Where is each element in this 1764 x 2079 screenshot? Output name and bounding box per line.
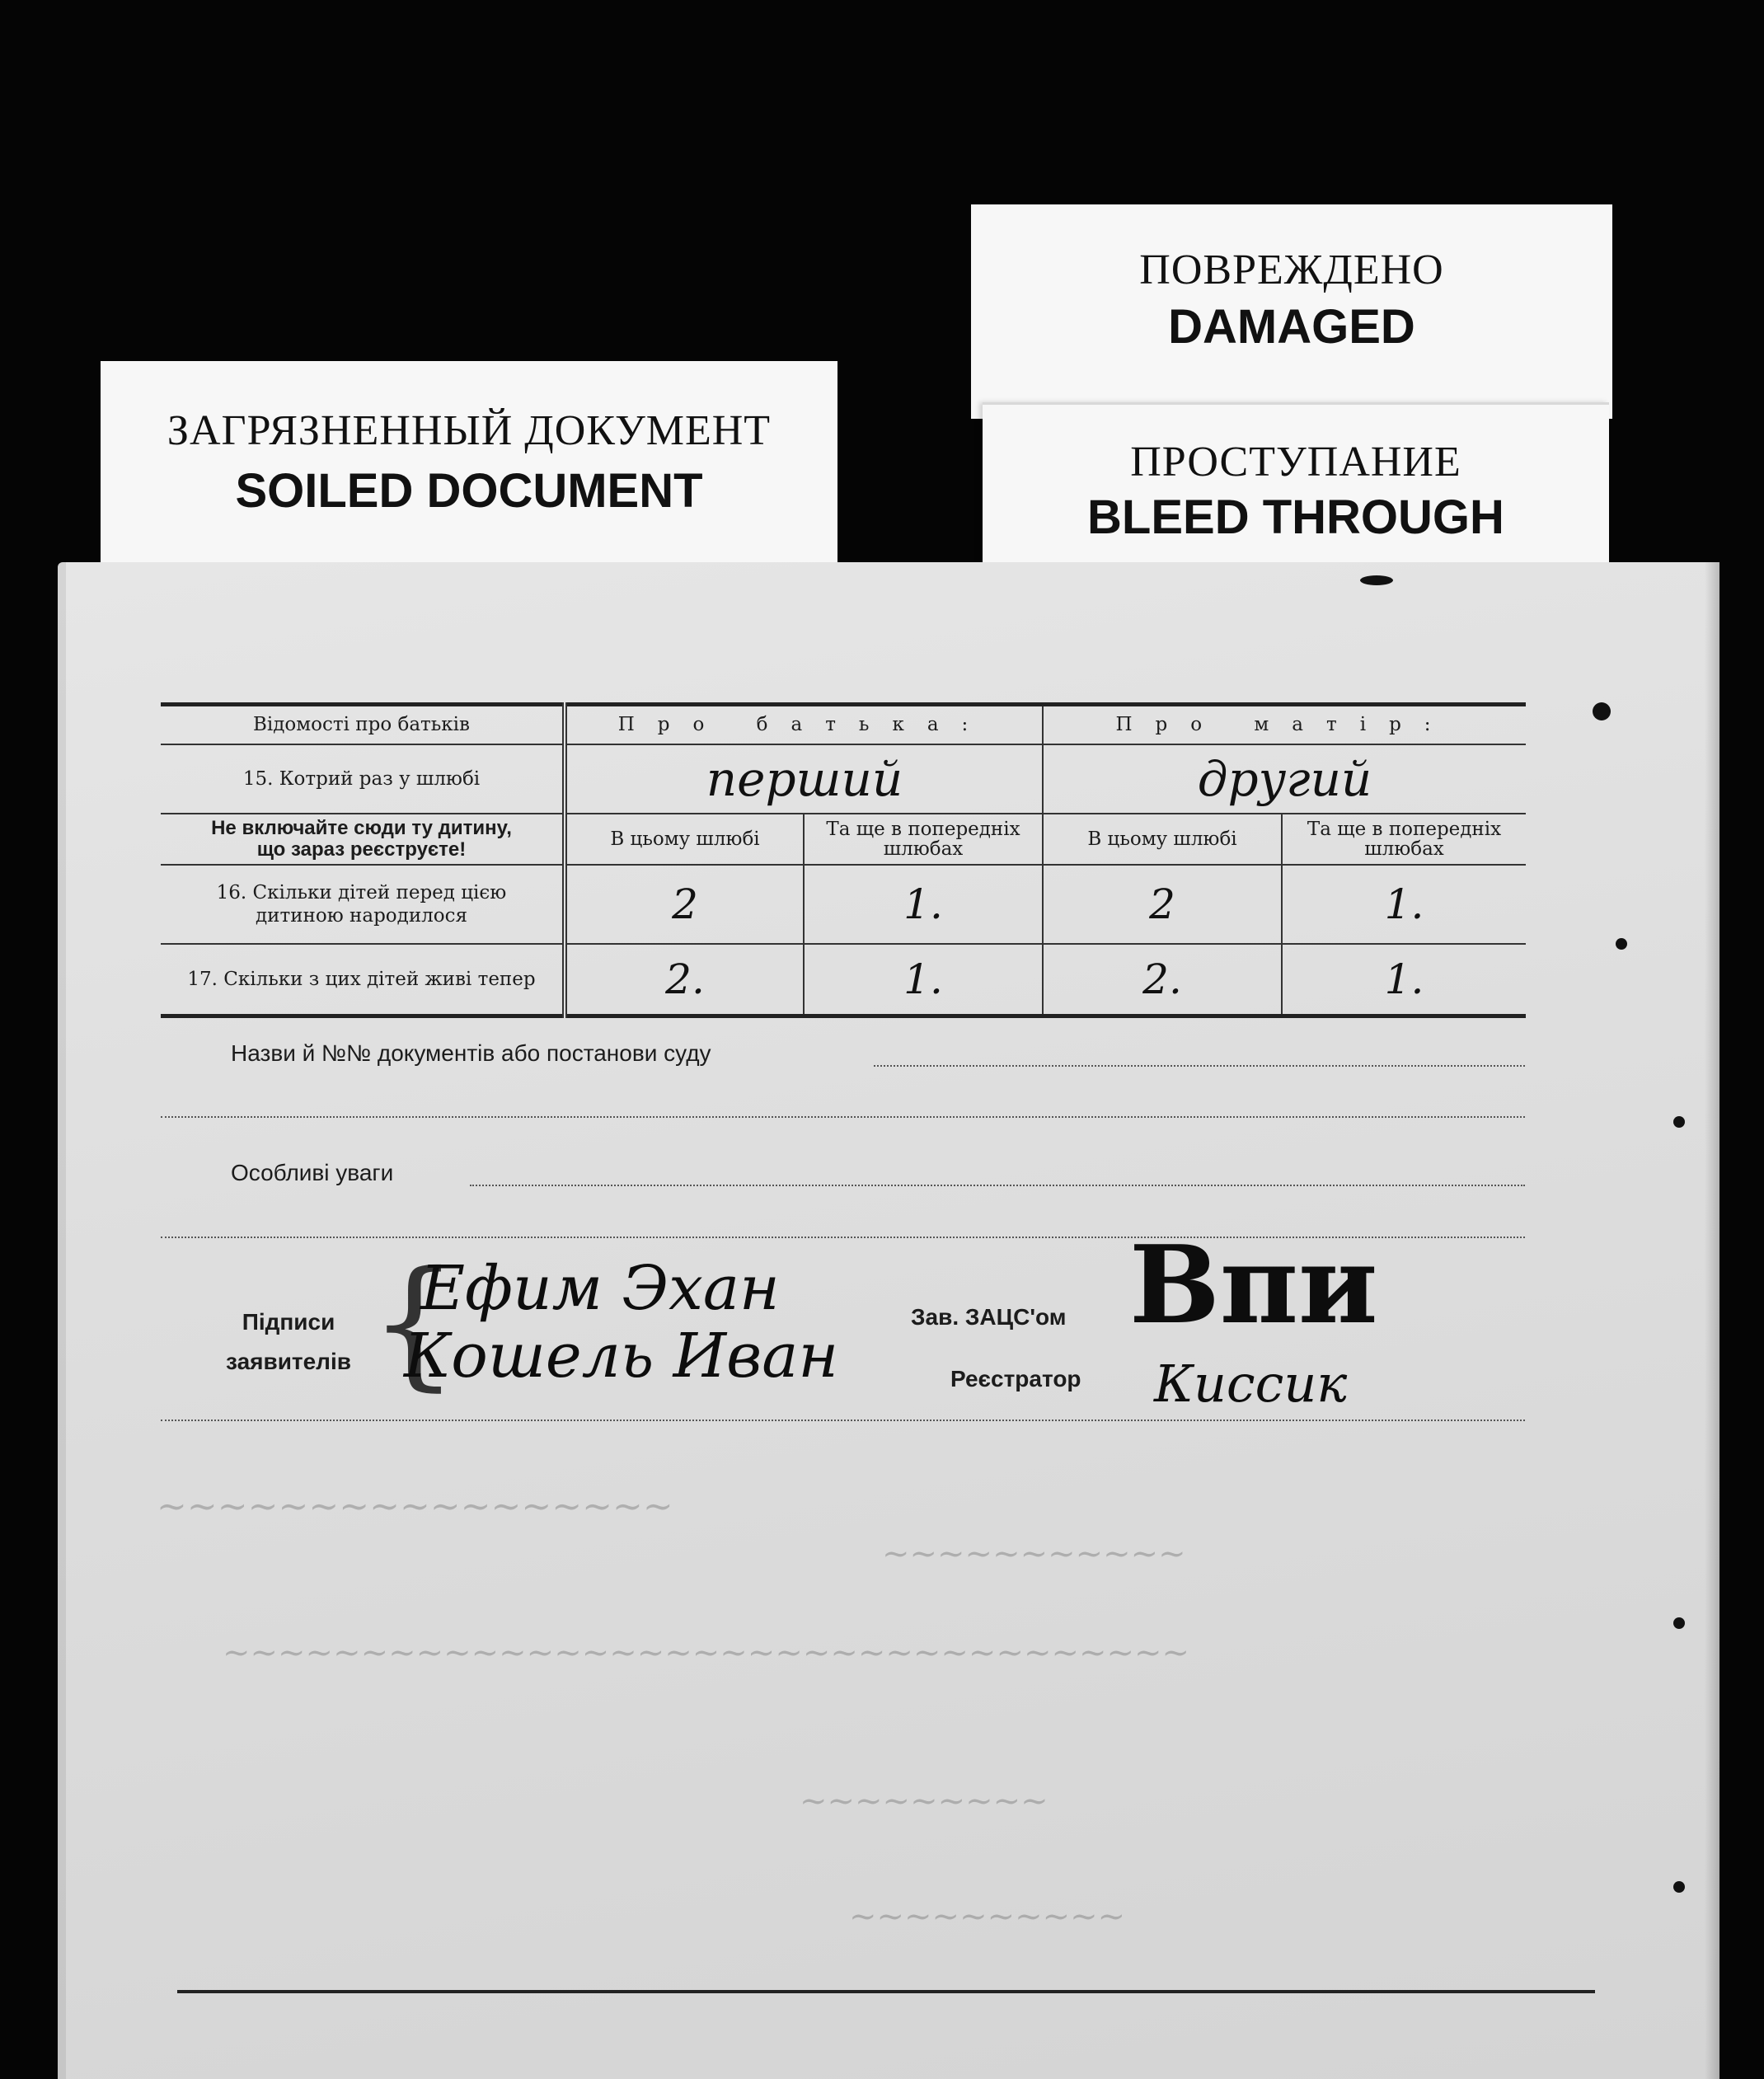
row-16-label [161,865,565,944]
damaged-label-ru: ПОВРЕЖДЕНО [1139,246,1444,293]
row-15-father-value: перший [565,744,1043,814]
applicants-label-line1: Підписи [242,1309,335,1335]
damage-speck [1360,575,1393,585]
row-note [161,814,1526,865]
applicants-label [210,1302,367,1382]
applicants-label-line2: заявителів [226,1349,351,1374]
damage-speck [1673,1116,1685,1128]
previous-line2: шлюбах [1364,838,1444,860]
applicant-2-signature: Кошель Иван [404,1321,839,1391]
row-16-value-4: 1. [1282,865,1526,944]
mother-previous-header [1282,814,1526,865]
row-15 [161,744,1526,814]
paper-edge-right [1705,562,1719,2079]
damage-speck [1593,702,1611,720]
row-17-value-4: 1. [1282,944,1526,1016]
row-16-value-2: 1. [804,865,1043,944]
previous-line1: Та ще в попередніх [826,818,1020,840]
table-header-row [161,705,1526,744]
paper-edge-left [58,562,66,2079]
special-notes-label: Особливі уваги [231,1160,394,1185]
special-notes-line [470,1185,1525,1186]
mother-this-marriage-header: В цьому шлюбі [1043,814,1282,865]
registrar-signature: Киссик [1154,1354,1348,1414]
documents-label: Назви й №№ документів або постанови суду [231,1040,711,1066]
damaged-card [971,204,1612,419]
documents-line-2 [161,1116,1525,1118]
soiled-document-card [101,361,837,575]
previous-line1: Та ще в попередніх [1307,818,1502,840]
document-page [58,562,1719,2079]
head-zags-label: Зав. ЗАЦС'ом [911,1304,1067,1330]
row-15-label: 15. Котрий раз у шлюбі [161,744,565,814]
registrar-label: Реєстратор [950,1366,1081,1391]
bleed-label-ru: ПРОСТУПАНИЕ [1130,439,1461,486]
father-this-marriage-header: В цьому шлюбі [565,814,804,865]
bleed-through-mark: ~~~~~~~~~~~~~~~~~ [157,1485,673,1528]
row-16-label-line2: дитиною народилося [255,904,467,927]
row-17-value-3: 2. [1043,944,1282,1016]
damaged-label-en: DAMAGED [1168,300,1415,354]
row-17-label: 17. Скільки з цих дітей живі тепер [161,944,565,1016]
row-17 [161,944,1526,1016]
row-17-value-1: 2. [565,944,804,1016]
damage-speck [1673,1881,1685,1893]
bleed-label-en: BLEED THROUGH [1087,490,1504,544]
row-16-label-line1: 16. Скільки дітей перед цією [216,881,507,903]
previous-line2: шлюбах [883,838,964,860]
signature-brace: { [369,1241,459,1405]
row-16-value-1: 2 [565,865,804,944]
row-16-value-3: 2 [1043,865,1282,944]
signature-bottom-line [161,1420,1525,1421]
row-17-value-2: 1. [804,944,1043,1016]
damage-speck [1673,1617,1685,1629]
bleed-through-mark: ~~~~~~~~~ [800,1782,1049,1820]
note-line1: Не включайте сюди ту дитину, [211,816,512,839]
documents-line [874,1065,1525,1067]
page-bottom-rule [177,1990,1595,1993]
bleed-through-mark: ~~~~~~~~~~~ [882,1535,1186,1573]
row-16 [161,865,1526,944]
applicant-1-signature: Ефим Эхан [420,1253,780,1324]
soiled-label-ru: ЗАГРЯЗНЕННЫЙ ДОКУМЕНТ [167,407,772,454]
head-zags-signature: Впи [1129,1222,1378,1348]
note-line2: що зараз реєструєте! [256,838,467,861]
col-father: Про батька: [565,705,1043,744]
col-mother: Про матір: [1043,705,1526,744]
col-parents-info: Відомості про батьків [161,705,565,744]
row-15-mother-value: другий [1043,744,1526,814]
parents-info-table [161,702,1526,1018]
bleed-through-mark: ~~~~~~~~~~~~~~~~~~~~~~~~~~~~~~~~~~~ [223,1634,1190,1672]
bleed-through-mark: ~~~~~~~~~~ [849,1898,1126,1936]
note-do-not-include [161,814,565,865]
damage-speck [1616,938,1627,950]
father-previous-header [804,814,1043,865]
soiled-label-en: SOILED DOCUMENT [235,464,703,518]
